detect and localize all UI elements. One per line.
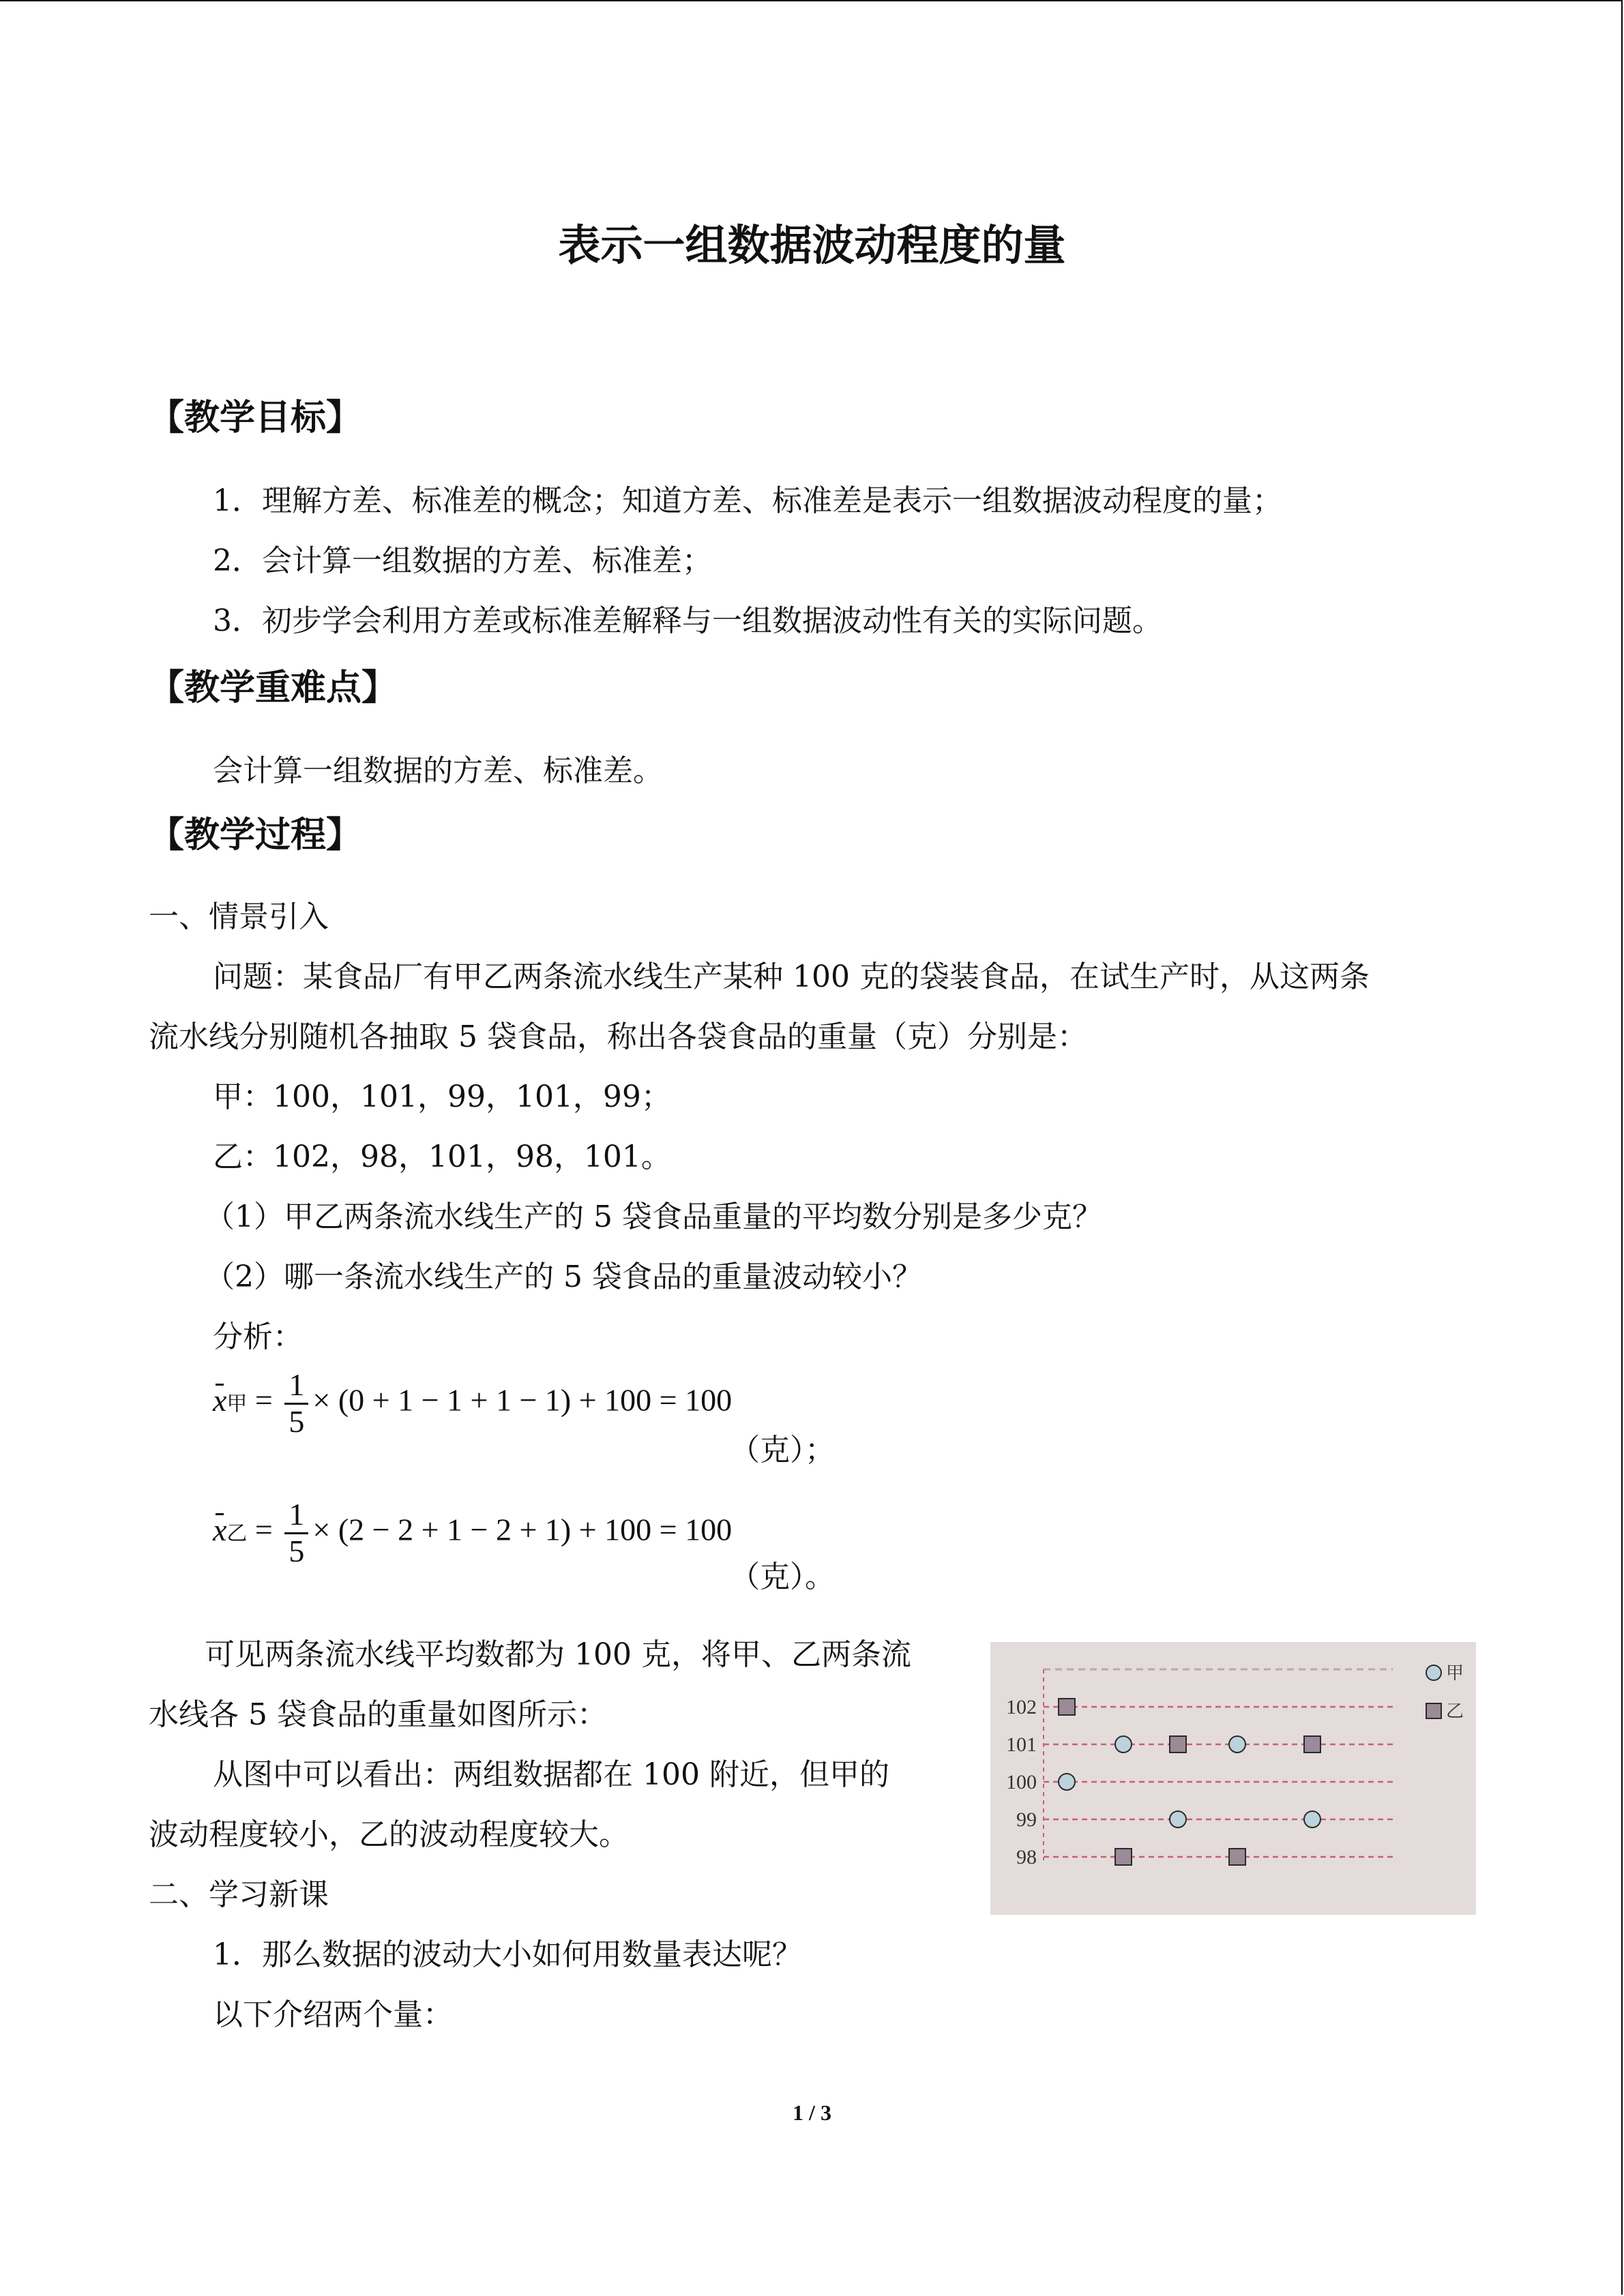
formula-unit-1: （克）； [730, 1433, 835, 1467]
jia-point-4 [1229, 1736, 1245, 1753]
jia-point-2 [1115, 1736, 1132, 1753]
equals-sign: = [254, 1382, 273, 1418]
yi-point-3 [1170, 1736, 1186, 1753]
yi-point-2 [1115, 1849, 1132, 1865]
analysis-label: 分析： [213, 1320, 303, 1354]
para-mean-line-1: 可见两条流水线平均数都为 100 克，将甲、乙两条流 [205, 1637, 911, 1672]
mean-formula-jia [213, 1368, 732, 1439]
jia-point-1 [1059, 1774, 1075, 1790]
yi-point-5 [1304, 1736, 1320, 1753]
intro-two-quantities: 以下介绍两个量： [213, 1997, 453, 2032]
fraction-denominator: 5 [289, 1533, 305, 1568]
y-tick-label-101: 101 [1006, 1733, 1037, 1756]
mean-var: x [213, 1382, 227, 1418]
key-points-heading: 【教学重难点】 [149, 667, 398, 709]
scatter-chart [990, 1642, 1476, 1915]
formula-expression: × (0 + 1 − 1 + 1 − 1) + 100 = 100 [312, 1382, 733, 1418]
y-tick-label-102: 102 [1006, 1696, 1037, 1718]
part1-title: 一、情景引入 [149, 899, 329, 934]
weights-scatter-figure [990, 1642, 1476, 1915]
para-mean-line-2: 水线各 5 袋食品的重量如图所示： [149, 1697, 607, 1732]
y-tick-label-100: 100 [1006, 1771, 1037, 1793]
jia-data: 甲：100，101，99，101，99； [213, 1079, 671, 1114]
part2-title: 二、学习新课 [149, 1877, 329, 1912]
fraction [284, 1368, 308, 1439]
fraction-denominator: 5 [289, 1403, 305, 1439]
para-fig-line-1: 从图中可以看出：两组数据都在 100 附近，但甲的 [213, 1757, 889, 1792]
process-heading: 【教学过程】 [149, 814, 362, 856]
legend-yi-marker [1426, 1703, 1441, 1718]
question-2: （2）哪一条流水线生产的 5 袋食品的重量波动较小？ [205, 1259, 922, 1294]
problem-line-1: 问题：某食品厂有甲乙两条流水线生产某种 100 克的袋装食品，在试生产时，从这两条 [213, 959, 1370, 994]
objective-item-3: 3．初步学会利用方差或标准差解释与一组数据波动性有关的实际问题。 [213, 603, 1162, 638]
objective-item-1: 1．理解方差、标准差的概念；知道方差、标准差是表示一组数据波动程度的量； [213, 483, 1282, 518]
y-tick-label-98: 98 [1016, 1846, 1037, 1868]
formula-unit-2: （克）。 [730, 1560, 835, 1594]
problem-line-2: 流水线分别随机各抽取 5 袋食品，称出各袋食品的重量（克）分别是： [149, 1019, 1087, 1054]
legend-jia-label: 甲 [1446, 1663, 1464, 1684]
mean-formula-yi [213, 1497, 732, 1568]
new-question: 1．那么数据的波动大小如何用数量表达呢？ [213, 1937, 802, 1972]
mean-subscript: 甲 [226, 1392, 248, 1416]
legend-jia-marker [1426, 1665, 1441, 1680]
yi-data: 乙：102，98，101，98，101。 [213, 1139, 671, 1174]
objective-item-2: 2．会计算一组数据的方差、标准差； [213, 543, 712, 578]
y-tick-label-99: 99 [1016, 1808, 1037, 1831]
jia-point-5 [1304, 1811, 1320, 1828]
question-1: （1）甲乙两条流水线生产的 5 袋食品重量的平均数分别是多少克？ [205, 1199, 1102, 1234]
key-points-text: 会计算一组数据的方差、标准差。 [213, 754, 663, 788]
legend-yi-label: 乙 [1446, 1701, 1464, 1722]
para-fig-line-2: 波动程度较小，乙的波动程度较大。 [149, 1817, 629, 1852]
fraction [284, 1497, 308, 1568]
yi-point-1 [1059, 1699, 1075, 1715]
page-title: 表示一组数据波动程度的量 [558, 220, 1066, 270]
mean-var: x [213, 1512, 227, 1547]
equals-sign: = [254, 1512, 273, 1547]
objectives-heading: 【教学目标】 [149, 397, 362, 438]
fraction-numerator: 1 [284, 1497, 308, 1534]
formula-expression: × (2 − 2 + 1 − 2 + 1) + 100 = 100 [312, 1512, 733, 1547]
page-number: 1 / 3 [793, 2100, 831, 2125]
mean-subscript: 乙 [226, 1521, 248, 1546]
fraction-numerator: 1 [284, 1368, 308, 1405]
yi-point-4 [1229, 1849, 1245, 1865]
jia-point-3 [1170, 1811, 1186, 1828]
